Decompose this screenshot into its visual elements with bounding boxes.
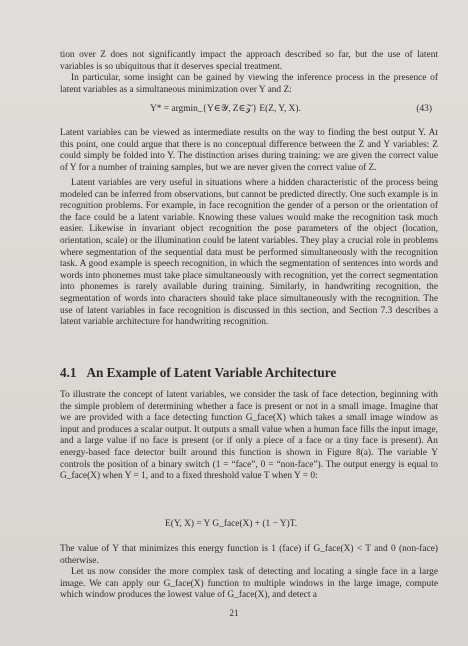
paragraph-intermediate: Latent variables can be viewed as intermediate results on the way to finding the best output Y. At this point, one could argue that there is no conceptual difference between the Z and Y variables: Z could simply be folded into Y. The distinction arises during training: we are given the correct value of Y for a number of training samples, but we are never given the correct value of Z. [60,128,438,173]
section-heading [60,365,336,381]
paragraph-face-detection: To illustrate the concept of latent variables, we consider the task of face detection, beginning with the simple problem of determining whether a face is present or not in a small image. Imagine that we are provided with a face detecting function G_face(X) which takes a small image window as input and produces a scalar output. It outputs a small value when a human face fills the input image, and a large value if no face is present (or if only a piece of a face or a tiny face is present). An energy-based face detector built around this function is shown in Figure 8(a). The variable Y controls the position of a binary switch (1 = “face”, 0 = “non-face”). The output energy is equal to G_face(X) when Y = 1, and to a fixed threshold value T when Y = 0: [60,390,438,482]
section-number: 4.1 [60,365,77,380]
paragraph-minimizes: The value of Y that minimizes this energy function is 1 (face) if G_face(X) < T and 0 (non-face) otherwise. [60,544,438,566]
section-title: An Example of Latent Variable Architecture [86,365,337,380]
page-number: 21 [229,609,239,619]
equation-number: (43) [416,104,432,114]
paragraph-complex-task: Let us now consider the more complex task of detecting and locating a single face in a large image. We can apply our G_face(X) function to multiple windows in the large image, compute which window produces the lowest value of G_face(X), and detect a [60,567,438,601]
paragraph-latent-useful: Latent variables are very useful in situations where a hidden characteristic of the process being modeled can be inferred from observations, but cannot be predicted directly. One such example is in recognition problems. For example, in face recognition the gender of a person or the orientation of the face could be a latent variable. Knowing these values would make the recognition task much easier. Likewise in invariant object recognition the pose parameters of the object (location, orientation, scale) or the illumination could be latent variables. They play a crucial role in problems where segmentation of the sequential data must be performed simultaneously with the recognition task. A good example is speech recognition, in which the segmentation of sentences into words and words into phonemes must take place simultaneously with recognition, yet the correct segmentation into phonemes is rarely available during training. Similarly, in handwriting recognition, the segmentation of words into characters should take place simultaneously with the recognition. The use of latent variables in face recognition is discussed in this section, and Section 7.3 describes a latent variable architecture for handwriting recognition. [60,178,438,328]
equation-43: Y* = argmin_{Y∈𝒴, Z∈𝒵} E(Z, Y, X). [150,104,301,114]
paragraph-insight: In particular, some insight can be gained by viewing the inference process in the presence of latent variables as a simultaneous minimization over Y and Z: [60,73,438,95]
equation-energy: E(Y, X) = Y G_face(X) + (1 − Y)T. [165,519,298,529]
paragraph-intro: tion over Z does not significantly impact the approach described so far, but the use of latent variables is so ubiquitous that it deserves special treatment. [60,50,438,72]
